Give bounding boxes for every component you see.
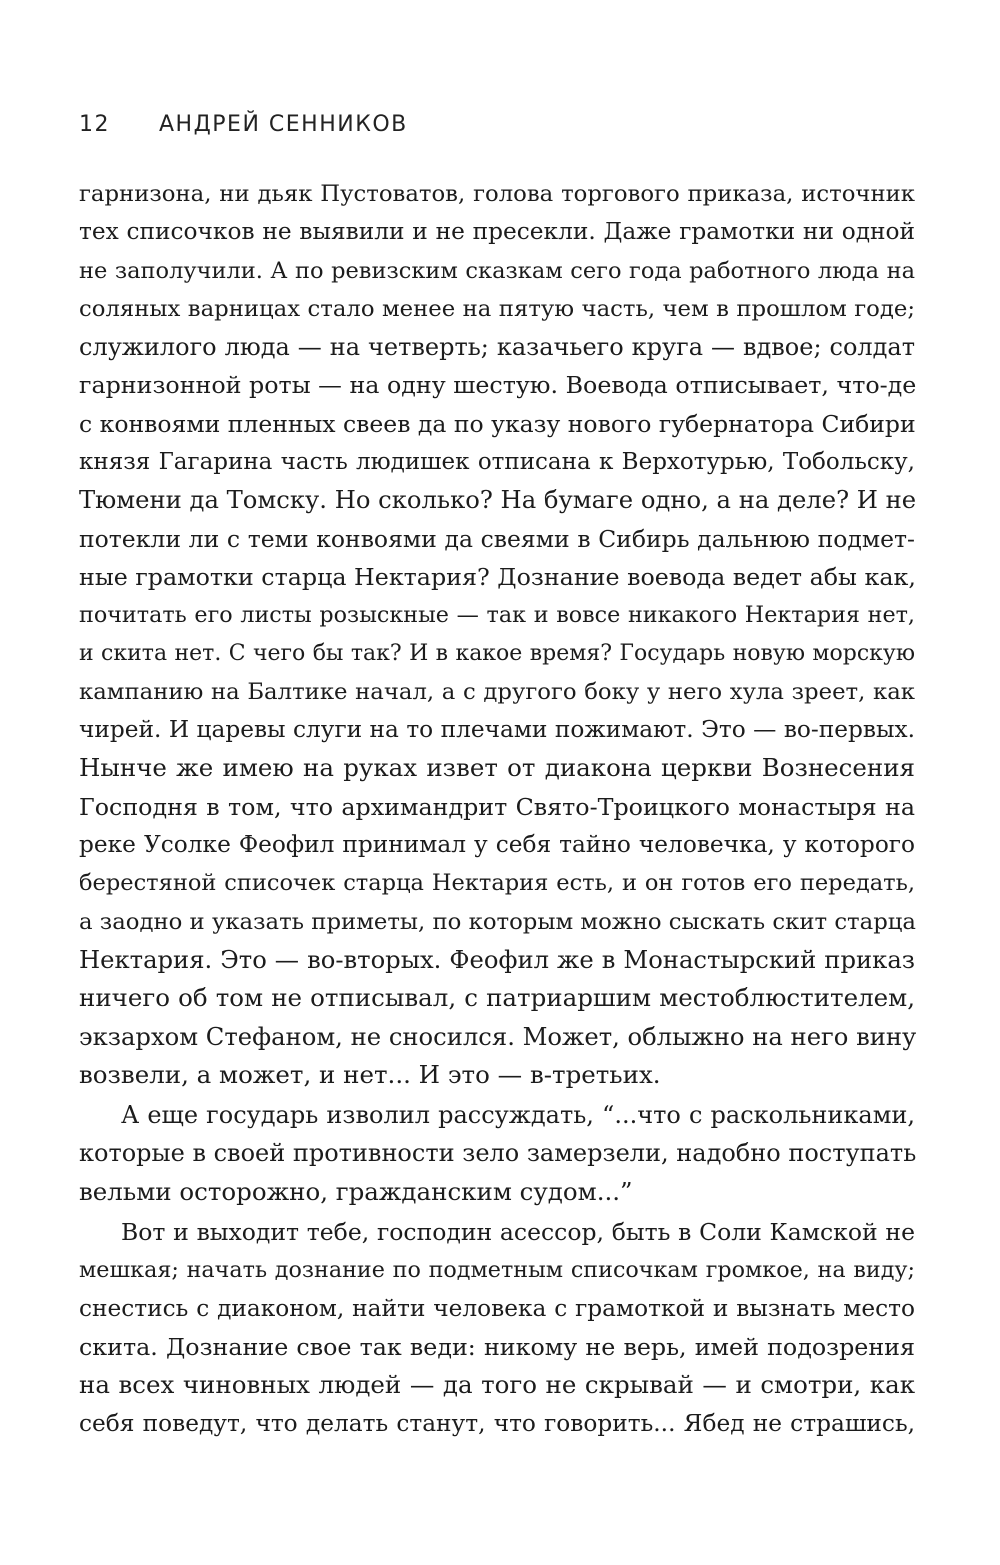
paragraph <box>79 1096 915 1211</box>
text-line: не заполучили. А по ревизским сказкам сего года работного люда на <box>79 257 915 284</box>
text-line: себя поведут, что делать станут, что говорить... Ябед не страшись, <box>79 1409 915 1437</box>
text-line: служилого люда — на четверть; казачьего круга — вдвое; солдат <box>79 333 915 362</box>
text-line: чирей. И царевы слуги на то плечами пожимают. Это — во-первых. <box>79 716 915 744</box>
text-line: снестись с диаконом, найти человека с грамоткой и вызнать место <box>79 1294 915 1322</box>
paragraph <box>79 175 915 1094</box>
text-line: ничего об том не отписывал, с патриаршим местоблюстителем, <box>79 983 915 1013</box>
text-line: на всех чиновных людей — да того не скрывай — и смотри, как <box>79 1370 915 1400</box>
text-line: с конвоями пленных свеев да по указу нового губернатора Сибири <box>79 409 916 438</box>
text-line: Нектария. Это — во-вторых. Феофил же в Монастырский приказ <box>79 944 915 974</box>
text-line: Нынче же имею на руках извет от диакона церкви Вознесения <box>79 753 915 783</box>
text-line: А еще государь изволил рассуждать, “...что с раскольниками, <box>121 1101 915 1130</box>
body-text <box>79 175 915 1443</box>
text-line: скита. Дознание свое так веди: никому не верь, имей подозрения <box>79 1332 915 1361</box>
text-line: кампанию на Балтике начал, а с другого боку у него хула зреет, как <box>79 678 915 705</box>
text-line: мешкая; начать дознание по подметным списочкам громкое, на виду; <box>79 1257 915 1284</box>
text-line: гарнизона, ни дьяк Пустоватов, голова торгового приказа, источник <box>79 181 915 207</box>
text-line: а заодно и указать приметы, по которым можно сыскать скит старца <box>79 908 916 935</box>
text-line: возвели, а может, и нет... И это — в-третьих. <box>79 1059 661 1089</box>
text-line: тех списочков не выявили и не пресекли. Даже грамотки ни одной <box>79 218 915 246</box>
text-line: почитать его листы розыскные — так и вовсе никакого Нектария нет, <box>79 602 915 629</box>
text-line: вельми осторожно, гражданским судом...” <box>79 1176 633 1206</box>
paragraph <box>79 1213 915 1443</box>
text-line: потекли ли с теми конвоями да свеями в Сибирь дальнюю подмет- <box>79 524 915 553</box>
text-line: Тюмени да Томску. Но сколько? На бумаге одно, а на деле? И не <box>79 485 917 515</box>
page-number: 12 <box>79 112 110 137</box>
text-line: реке Усолке Феофил принимал у себя тайно человечка, у которого <box>79 831 915 859</box>
author-name: АНДРЕЙ СЕННИКОВ <box>159 112 408 137</box>
text-line: берестяной списочек старца Нектария есть, и он готов его передать, <box>79 870 915 897</box>
text-line: Вот и выходит тебе, господин асессор, быть в Соли Камской не <box>121 1218 915 1247</box>
text-line: которые в своей противности зело замерзели, надобно поступать <box>79 1139 917 1168</box>
text-line: экзархом Стефаном, не сносился. Может, облыжно на него вину <box>79 1021 917 1051</box>
text-line: князя Гагарина часть людишек отписана к Верхотурью, Тобольску, <box>79 449 915 476</box>
text-line: соляных варницах стало менее на пятую часть, чем в прошлом годе; <box>79 295 915 322</box>
text-line: Господня в том, что архимандрит Свято-Троицкого монастыря на <box>79 792 915 821</box>
text-line: ные грамотки старца Нектария? Дознание воевода ведет абы как, <box>79 562 916 591</box>
text-line: гарнизонной роты — на одну шестую. Воевода отписывает, что-де <box>79 371 917 400</box>
running-head <box>79 112 408 137</box>
text-line: и скита нет. С чего бы так? И в какое время? Государь новую морскую <box>79 640 915 666</box>
